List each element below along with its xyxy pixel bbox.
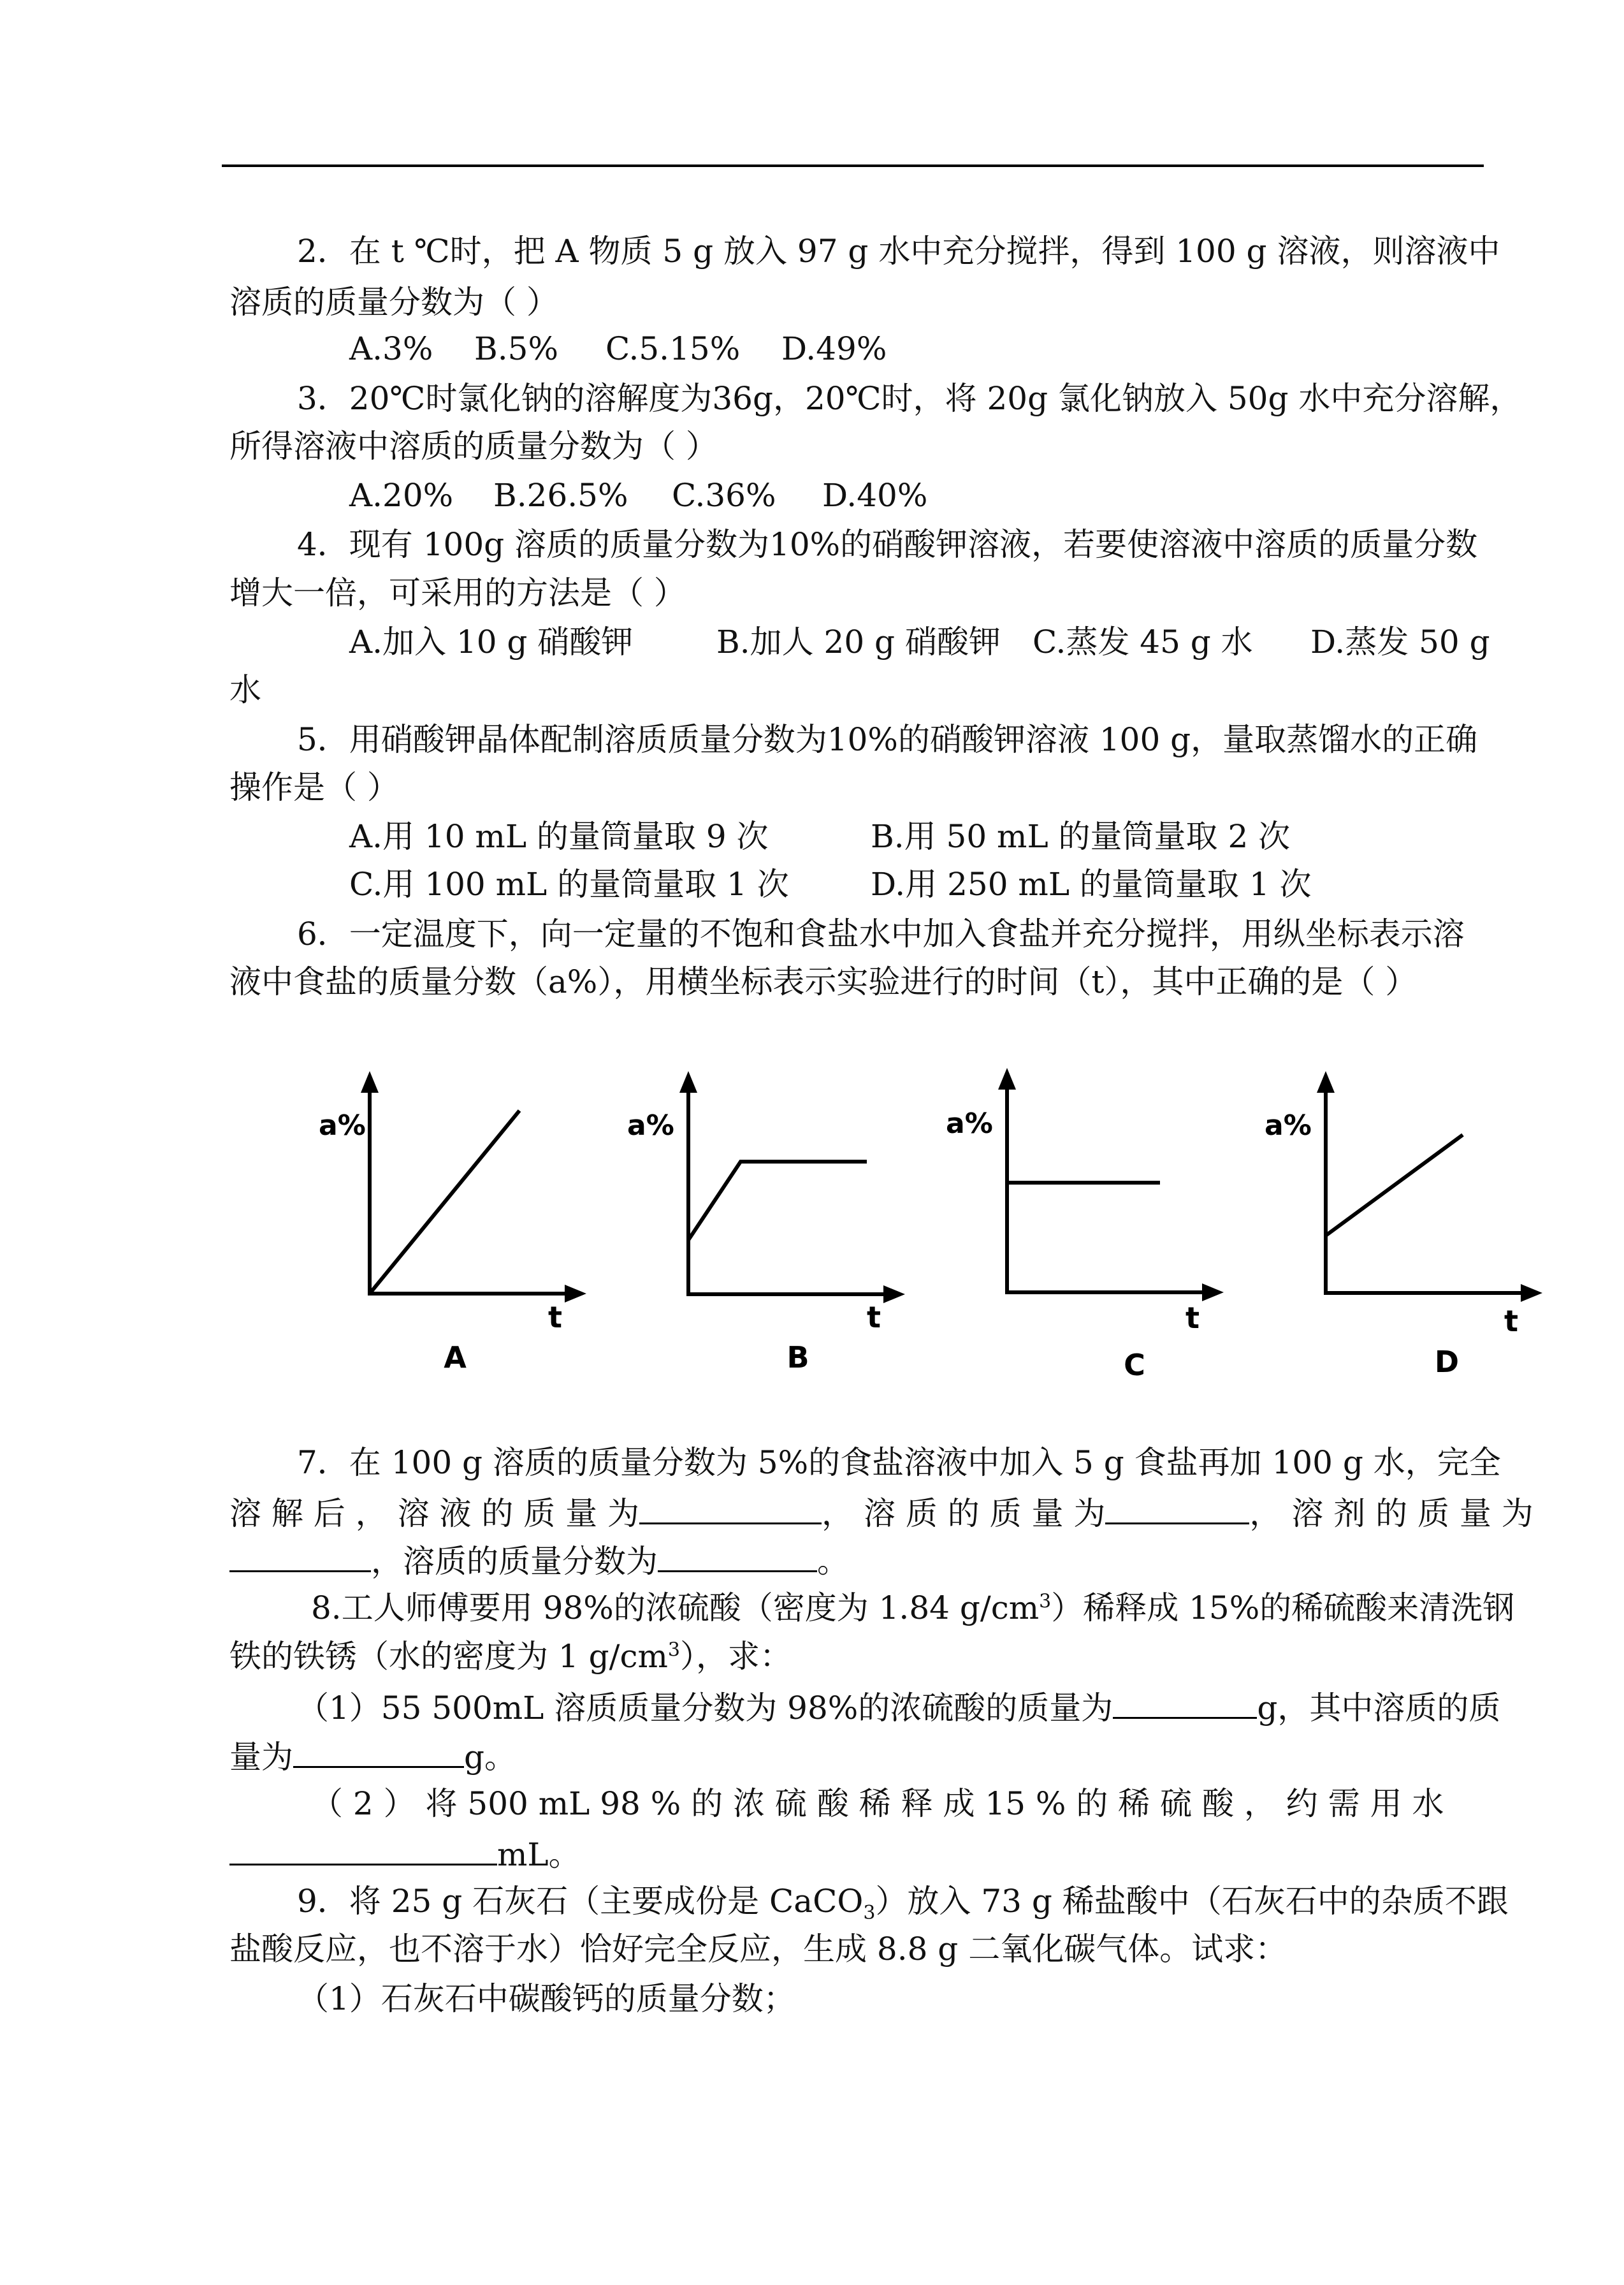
q9-line1a: 9．将 25 g 石灰石（主要成份是 CaCO bbox=[297, 1883, 864, 1920]
q7-line3b: 。 bbox=[817, 1543, 849, 1580]
q8-p1-line2 bbox=[229, 1734, 1504, 1778]
graph-b-ylabel: a% bbox=[627, 1109, 674, 1142]
q8-p2-line2 bbox=[229, 1832, 1504, 1875]
graph-a-xlabel: t bbox=[548, 1300, 562, 1334]
graph-b-label: B bbox=[787, 1340, 809, 1375]
graph-b[interactable] bbox=[627, 1071, 905, 1383]
q5-line1: 5．用硝酸钾晶体配制溶质质量分数为10%的硝酸钾溶液 100 g，量取蒸馏水的正确 bbox=[297, 721, 1478, 758]
q5-option-b[interactable]: B.用 50 mL 的量筒量取 2 次 bbox=[871, 818, 1291, 855]
graph-c-x-arrow bbox=[1202, 1283, 1224, 1301]
graph-c[interactable] bbox=[946, 1068, 1224, 1387]
q2-line1: 2．在 t ℃时，把 A 物质 5 g 放入 97 g 水中充分搅拌，得到 100 g 溶液，则溶液中 bbox=[297, 233, 1500, 270]
q4-line1: 4．现有 100g 溶质的质量分数为10%的硝酸钾溶液，若要使溶液中溶质的质量分数 bbox=[297, 526, 1478, 563]
q8-p1-line1 bbox=[297, 1685, 1572, 1728]
q9-line1b: ）放入 73 g 稀盐酸中（石灰石中的杂质不跟 bbox=[875, 1883, 1509, 1920]
q8-line2b: ），求： bbox=[679, 1638, 792, 1675]
q8-line1b: ）稀释成 15%的稀硫酸来清洗钢 bbox=[1051, 1589, 1515, 1626]
graph-d[interactable] bbox=[1265, 1071, 1542, 1383]
q8-blank-water-volume[interactable] bbox=[229, 1832, 497, 1865]
q4-options bbox=[349, 622, 1624, 662]
q7-blank-mass-fraction[interactable] bbox=[658, 1538, 817, 1572]
graph-d-curve bbox=[1326, 1135, 1463, 1236]
q4-option-b[interactable]: B.加人 20 g 硝酸钾 bbox=[716, 624, 1001, 661]
q3-option-d[interactable]: D.40% bbox=[822, 477, 928, 514]
q8-line2a: 铁的铁锈（水的密度为 1 g/cm bbox=[229, 1638, 668, 1675]
q7-line2c: ， 溶 剂 的 质 量 为 bbox=[1249, 1495, 1533, 1532]
q5-option-c[interactable]: C.用 100 mL 的量筒量取 1 次 bbox=[349, 866, 789, 903]
q2-option-c[interactable]: C.5.15% bbox=[605, 330, 741, 367]
graph-c-label: C bbox=[1124, 1348, 1145, 1382]
q6-line1: 6．一定温度下，向一定量的不饱和食盐水中加入食盐并充分搅拌，用纵坐标表示溶 bbox=[297, 916, 1465, 953]
q3-option-c[interactable]: C.36% bbox=[672, 477, 776, 514]
q2-option-a[interactable]: A.3% bbox=[349, 330, 433, 367]
q8-p1b: g，其中溶质的质 bbox=[1257, 1690, 1501, 1727]
q8-p1c: 量为 bbox=[229, 1739, 293, 1776]
q7-line3a: ，溶质的质量分数为 bbox=[371, 1543, 658, 1580]
q5-options-row2 bbox=[349, 864, 1624, 905]
q7-line1: 7．在 100 g 溶质的质量分数为 5%的食盐溶液中加入 5 g 食盐再加 100 g 水，完全 bbox=[297, 1444, 1501, 1481]
q7-blank-solute-mass[interactable] bbox=[1105, 1491, 1249, 1524]
graph-d-x-arrow bbox=[1521, 1284, 1542, 1302]
q3-line1: 3．20℃时氯化钠的溶解度为36g，20℃时，将 20g 氯化钠放入 50g 水中充分溶解， bbox=[297, 380, 1522, 417]
q4-wrap: 水 bbox=[229, 671, 261, 708]
q8-line2-sup: 3 bbox=[667, 1639, 680, 1661]
q4-line2: 增大一倍，可采用的方法是（ ） bbox=[229, 574, 686, 611]
q4-option-a[interactable]: A.加入 10 g 硝酸钾 bbox=[349, 624, 634, 661]
q5-line2: 操作是（ ） bbox=[229, 769, 399, 806]
graph-c-ylabel: a% bbox=[946, 1107, 993, 1140]
q8-p2-line1: （ 2 ） 将 500 mL 98 % 的 浓 硫 酸 稀 释 成 15 % 的 稀 硫 酸 ， 约 需 用 水 bbox=[311, 1785, 1444, 1822]
q6-line2: 液中食盐的质量分数（a%），用横坐标表示实验进行的时间（t），其中正确的是（ ） bbox=[229, 963, 1417, 1000]
graph-c-xlabel: t bbox=[1185, 1301, 1200, 1335]
q5-option-a[interactable]: A.用 10 mL 的量筒量取 9 次 bbox=[349, 818, 769, 855]
q7-blank-solution-mass[interactable] bbox=[639, 1491, 822, 1524]
q2-options bbox=[349, 328, 1624, 369]
q3-options bbox=[349, 475, 1624, 516]
graph-a-ylabel: a% bbox=[319, 1109, 366, 1142]
graph-a-label: A bbox=[444, 1340, 467, 1375]
graph-b-x-arrow bbox=[883, 1285, 905, 1303]
q3-option-b[interactable]: B.26.5% bbox=[493, 477, 628, 514]
q7-line2 bbox=[229, 1491, 1533, 1534]
graph-b-curve bbox=[688, 1162, 867, 1240]
q8-line2 bbox=[229, 1636, 1504, 1677]
q2-option-d[interactable]: D.49% bbox=[781, 330, 887, 367]
graph-d-xlabel: t bbox=[1504, 1304, 1518, 1338]
q8-p1a: （1）55 500mL 溶质质量分数为 98%的浓硫酸的质量为 bbox=[297, 1690, 1113, 1727]
graph-a[interactable] bbox=[319, 1071, 586, 1383]
q7-line3 bbox=[229, 1538, 1504, 1582]
q2-option-b[interactable]: B.5% bbox=[474, 330, 558, 367]
q8-blank-acid-mass[interactable] bbox=[1113, 1685, 1257, 1719]
q7-line2b: ， 溶 质 的 质 量 为 bbox=[822, 1495, 1106, 1532]
q8-p2b: mL。 bbox=[497, 1836, 581, 1873]
q4-option-d[interactable]: D.蒸发 50 g bbox=[1310, 624, 1490, 661]
q2-line2: 溶质的质量分数为（ ） bbox=[229, 284, 558, 321]
q3-line2: 所得溶液中溶质的质量分数为（ ） bbox=[229, 428, 718, 465]
q8-line1 bbox=[311, 1588, 1586, 1628]
q9-line1 bbox=[297, 1881, 1572, 1922]
q4-option-c[interactable]: C.蒸发 45 g 水 bbox=[1033, 624, 1253, 661]
q7-blank-solvent-mass[interactable] bbox=[229, 1538, 371, 1572]
q5-options-row1 bbox=[349, 816, 1624, 857]
q8-blank-solute-mass[interactable] bbox=[293, 1734, 464, 1768]
header-rule bbox=[222, 164, 1484, 167]
q7-line2a: 溶 解 后 ， 溶 液 的 质 量 为 bbox=[229, 1495, 640, 1532]
graph-d-ylabel: a% bbox=[1265, 1109, 1312, 1142]
q3-option-a[interactable]: A.20% bbox=[349, 477, 454, 514]
q9-p1: （1）石灰石中碳酸钙的质量分数； bbox=[297, 1980, 795, 2017]
q9-line1-sub: 3 bbox=[863, 1902, 876, 1924]
q5-option-d[interactable]: D.用 250 mL 的量筒量取 1 次 bbox=[871, 866, 1312, 903]
q9-line2: 盐酸反应，也不溶于水）恰好完全反应，生成 8.8 g 二氧化碳气体。试求： bbox=[229, 1931, 1287, 1967]
q8-p1d: g。 bbox=[464, 1739, 517, 1776]
graph-d-label: D bbox=[1434, 1345, 1460, 1379]
graph-a-curve bbox=[370, 1111, 519, 1294]
q8-line1a: 8.工人师傅要用 98%的浓硫酸（密度为 1.84 g/cm bbox=[311, 1589, 1040, 1626]
graph-a-x-arrow bbox=[565, 1285, 586, 1303]
q8-line1-sup: 3 bbox=[1039, 1590, 1052, 1613]
graph-b-xlabel: t bbox=[867, 1300, 881, 1334]
